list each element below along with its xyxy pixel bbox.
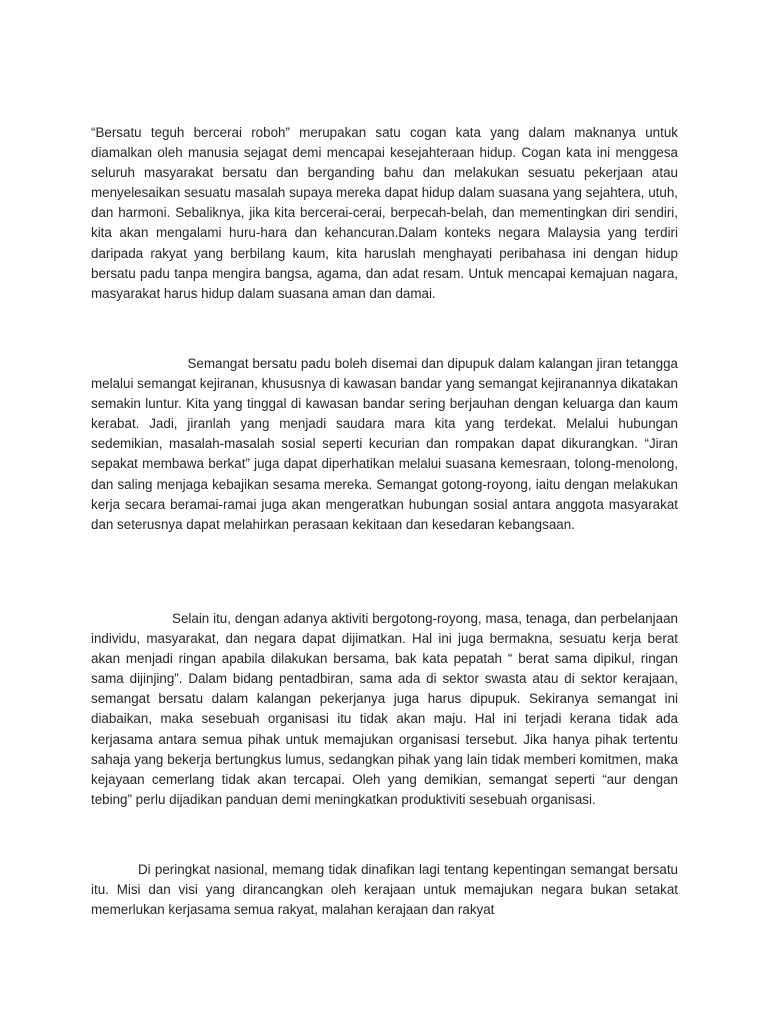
paragraph-3-indent: [91, 611, 172, 626]
paragraph-2-indent: [91, 356, 188, 371]
paragraph-3: [91, 609, 678, 810]
paragraph-4: [91, 860, 678, 920]
paragraph-3-text: Selain itu, dengan adanya aktiviti bergotong-royong, masa, tenaga, dan perbelanjaan individu, masyarakat, dan negara dapat dijimatkan. Hal ini juga bermakna, sesuatu kerja berat akan menjadi ringan apabila dilakukan bersama, bak kata pepatah “ berat sama dipikul, ringan sama dijinjing”. Dalam bidang pentadbiran, sama ada di sektor swasta atau di sektor kerajaan, semangat bersatu dalam kalangan pekerjanya juga harus dipupuk. Sekiranya semangat ini diabaikan, maka sesebuah organisasi itu tidak akan maju. Hal ini terjadi kerana tidak ada kerjasama antara semua pihak untuk memajukan organisasi tersebut. Jika hanya pihak tertentu sahaja yang bekerja bertungkus lumus, sedangkan pihak yang lain tidak memberi komitmen, maka kejayaan cemerlang tidak akan tercapai. Oleh yang demikian, semangat seperti “aur dengan tebing” perlu dijadikan panduan demi meningkatkan produktiviti sesebuah organisasi.: [91, 611, 678, 807]
paragraph-1-text: “Bersatu teguh bercerai roboh” merupakan satu cogan kata yang dalam maknanya untuk diamalkan oleh manusia sejagat demi mencapai kesejahteraan hidup. Cogan kata ini menggesa seluruh masyarakat bersatu dan berganding bahu dan melakukan sesuatu pekerjaan atau menyelesaikan sesuatu masalah supaya mereka dapat hidup dalam suasana yang sejahtera, utuh, dan harmoni. Sebaliknya, jika kita bercerai-cerai, berpecah-belah, dan mementingkan diri sendiri, kita akan mengalami huru-hara dan kehancuran.Dalam konteks negara Malaysia yang terdiri daripada rakyat yang berbilang kaum, kita haruslah menghayati peribahasa ini dengan hidup bersatu padu tanpa mengira bangsa, agama, dan adat resam. Untuk mencapai kemajuan nagara, masyarakat harus hidup dalam suasana aman dan damai.: [91, 125, 678, 301]
paragraph-1: [91, 123, 678, 304]
paragraph-4-indent: [91, 862, 138, 877]
paragraph-2-text: Semangat bersatu padu boleh disemai dan dipupuk dalam kalangan jiran tetangga melalui semangat kejiranan, khususnya di kawasan bandar yang semangat kejiranannya dikatakan semakin luntur. Kita yang tinggal di kawasan bandar sering berjauhan dengan keluarga dan kaum kerabat. Jadi, jiranlah yang menjadi saudara mara kita yang terdekat. Melalui hubungan sedemikian, masalah-masalah sosial seperti kecurian dan rompakan dapat dikurangkan. “Jiran sepakat membawa berkat” juga dapat diperhatikan melalui suasana kemesraan, tolong-menolong, dan saling menjaga kebajikan sesama mereka. Semangat gotong-royong, iaitu dengan melakukan kerja secara beramai-ramai juga akan mengeratkan hubungan sosial antara anggota masyarakat dan seterusnya dapat melahirkan perasaan kekitaan dan kesedaran kebangsaan.: [91, 356, 678, 532]
paragraph-2: [91, 354, 678, 535]
paragraph-4-text: Di peringkat nasional, memang tidak dinafikan lagi tentang kepentingan semangat bersatu itu. Misi dan visi yang dirancangkan oleh kerajaan untuk memajukan negara bukan setakat memerlukan kerjasama semua rakyat, malahan kerajaan dan rakyat: [91, 862, 678, 918]
